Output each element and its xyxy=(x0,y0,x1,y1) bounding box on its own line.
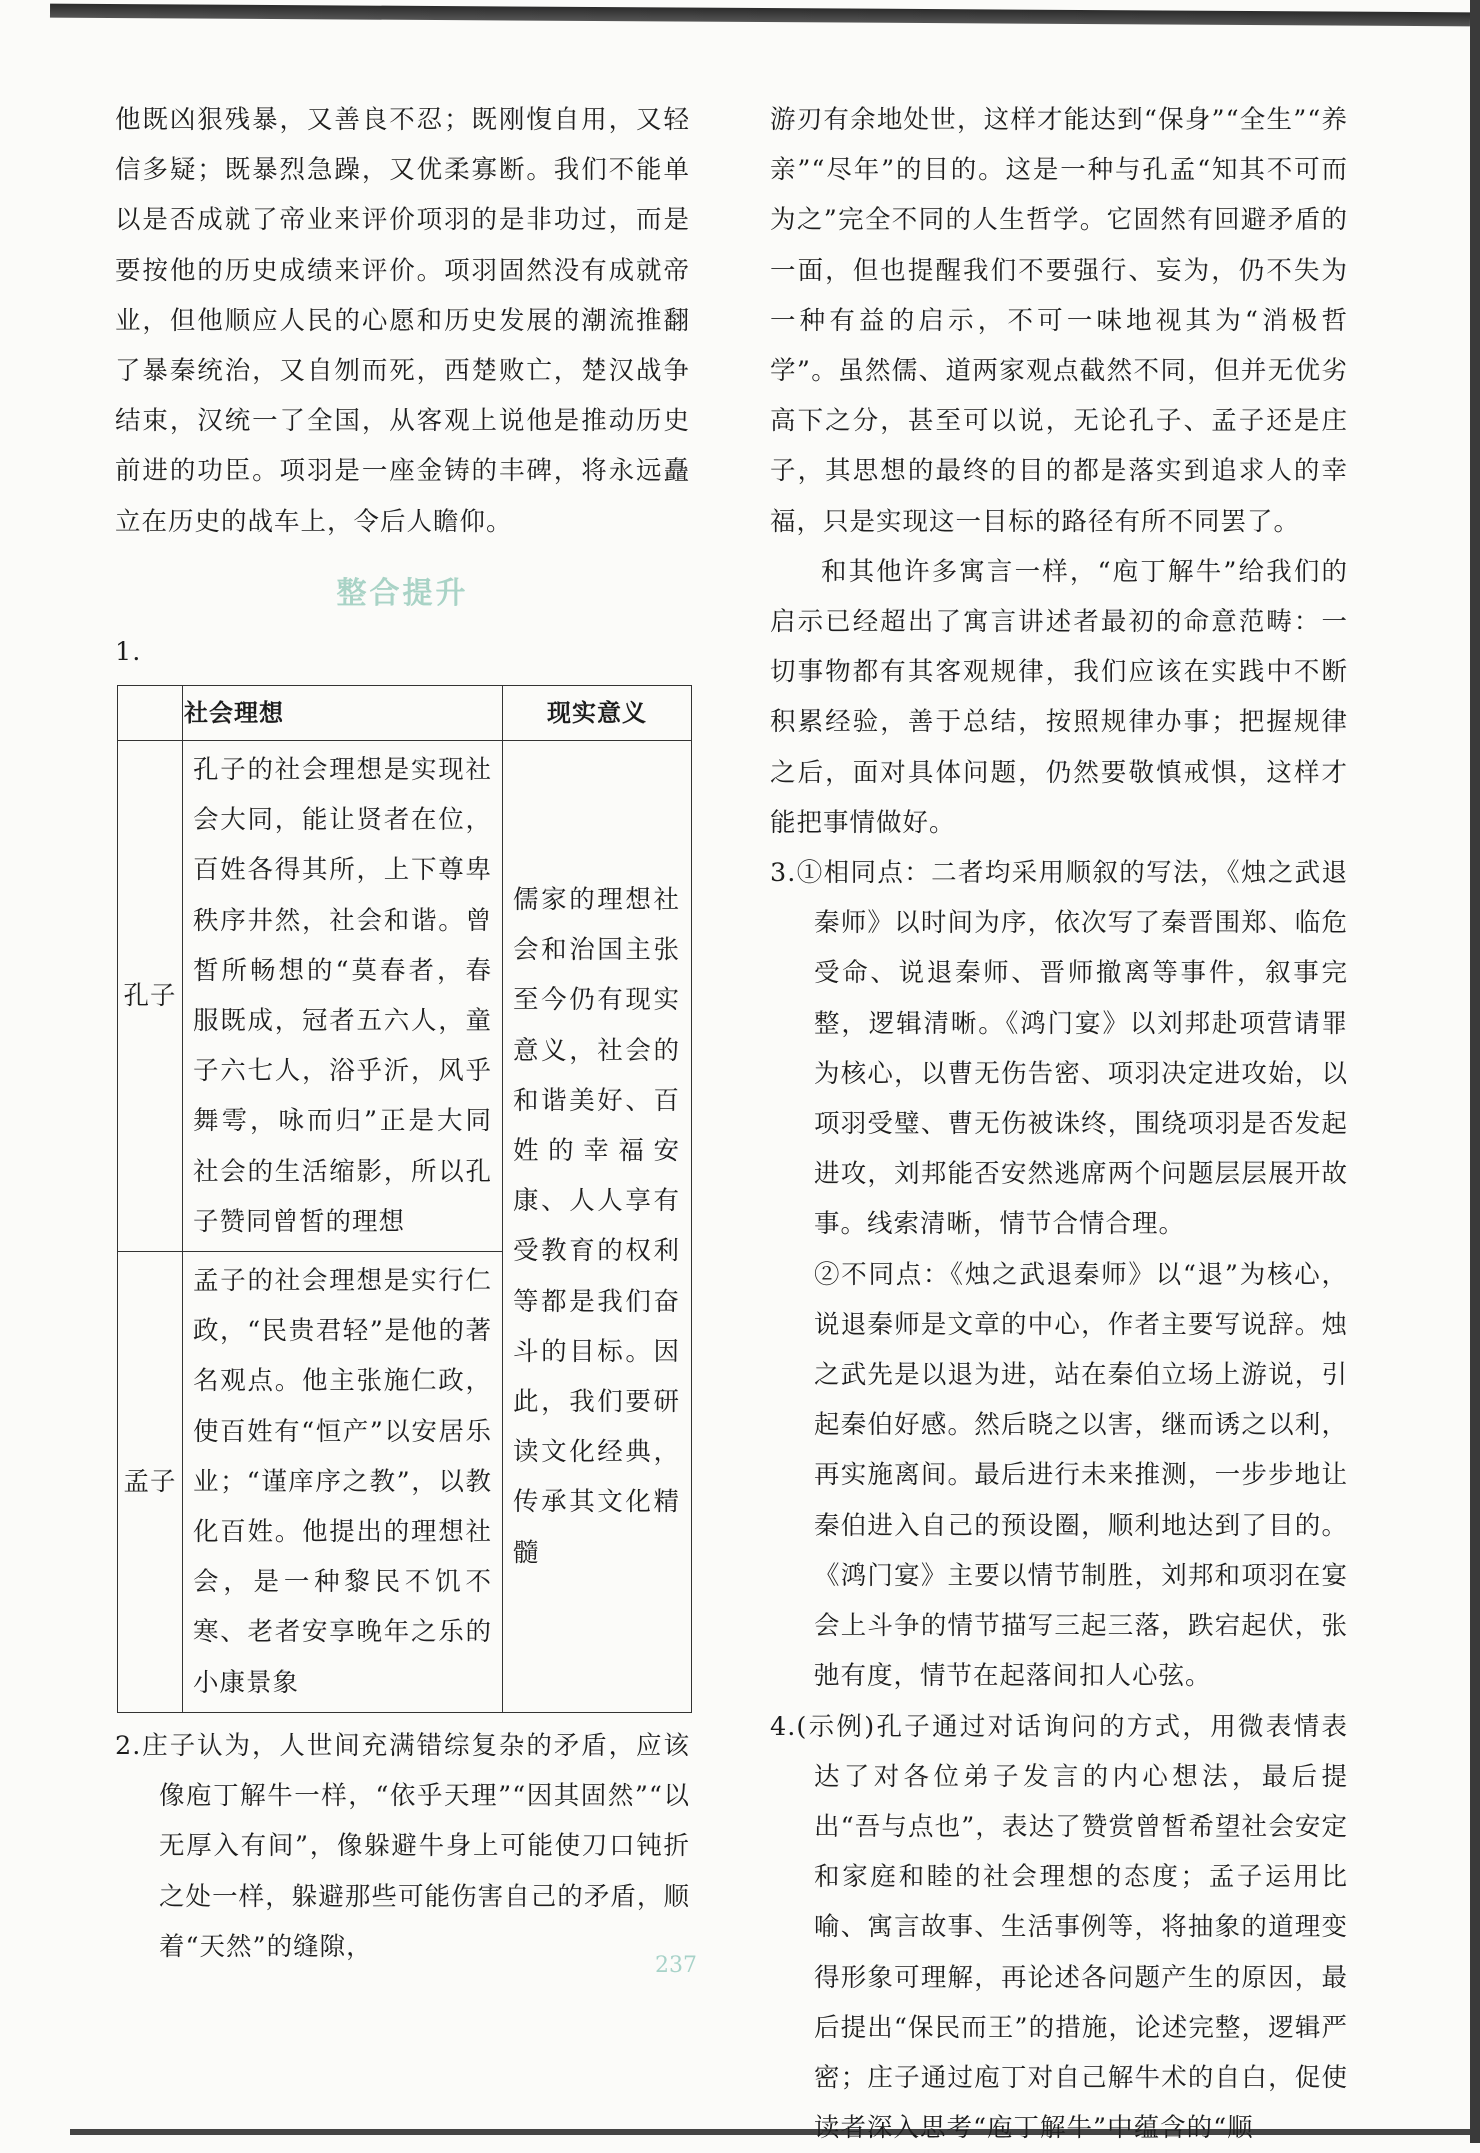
table-cell-significance: 儒家的理想社会和治国主张至今仍有现实意义，社会的和谐美好、百姓的幸福安康、人人享有受教育的权利等都是我们奋斗的目标。因此，我们要研读文化经典，传承其文化精髓 xyxy=(503,741,692,1713)
table-header-ideal: 社会理想 xyxy=(183,686,503,741)
table-cell-name: 孔子 xyxy=(118,741,183,1252)
scan-edge-right xyxy=(1470,0,1480,2143)
right-column xyxy=(770,95,1348,2153)
question-2-paragraph-2: 和其他许多寓言一样，“庖丁解牛”给我们的启示已经超出了寓言讲述者最初的命意范畴：一切事物都有其客观规律，我们应该在实践中不断积累经验，善于总结，按照规律办事；把握规律之后，面对具体问题，仍然要敬慎戒惧，这样才能把事情做好。 xyxy=(770,547,1348,848)
question-3-difference: ②不同点：《烛之武退秦师》以“退”为核心，说退秦师是文章的中心，作者主要写说辞。烛之武先是以退为进，站在秦伯立场上游说，引起秦伯好感。然后晓之以害，继而诱之以利，再实施离间。最后进行未来推测，一步步地让秦伯进入自己的预设圈，顺利地达到了目的。《鸿门宴》主要以情节制胜，刘邦和项羽在宴会上斗争的情节描写三起三落，跌宕起伏，张弛有度，情节在起落间扣人心弦。 xyxy=(770,1250,1348,1702)
table-row-confucius xyxy=(118,741,692,1252)
ideals-table xyxy=(117,685,692,1713)
left-column xyxy=(115,95,690,1972)
scan-edge-top xyxy=(50,4,1470,27)
question-4-answer: 4.(示例)孔子通过对话询问的方式，用微表情表达了对各位弟子发言的内心想法，最后提出“吾与点也”，表达了赞赏曾皙希望社会安定和家庭和睦的社会理想的态度；孟子运用比喻、寓言故事、生活事例等，将抽象的道理变得形象可理解，再论述各问题产生的原因，最后提出“保民而王”的措施，论述完整，逻辑严密；庄子通过庖丁对自己解牛术的自白，促使读者深入思考“庖丁解牛”中蕴含的“顺 xyxy=(770,1702,1348,2153)
table-cell-ideal: 孟子的社会理想是实行仁政，“民贵君轻”是他的著名观点。他主张施仁政，使百姓有“恒产”以安居乐业；“谨庠序之教”，以教化百姓。他提出的理想社会，是一种黎民不饥不寒、老者安享晚年之乐的小康景象 xyxy=(183,1252,503,1713)
table-header-significance: 现实意义 xyxy=(503,686,692,741)
question-3-similarity: 3.①相同点：二者均采用顺叙的写法，《烛之武退秦师》以时间为序，依次写了秦晋围郑、临危受命、说退秦师、晋师撤离等事件，叙事完整，逻辑清晰。《鸿门宴》以刘邦赴项营请罪为核心，以曹无伤告密、项羽决定进攻始，以项羽受璧、曹无伤被诛终，围绕项羽是否发起进攻，刘邦能否安然逃席两个问题层层展开故事。线索清晰，情节合情合理。 xyxy=(770,848,1348,1250)
question-1-number: 1. xyxy=(115,627,690,677)
question-2-continuation: 游刃有余地处世，这样才能达到“保身”“全生”“养亲”“尽年”的目的。这是一种与孔孟“知其不可而为之”完全不同的人生哲学。它固然有回避矛盾的一面，但也提醒我们不要强行、妄为，仍不失为一种有益的启示，不可一味地视其为“消极哲学”。虽然儒、道两家观点截然不同，但并无优劣高下之分，甚至可以说，无论孔子、孟子还是庄子，其思想的最终的目的都是落实到追求人的幸福，只是实现这一目标的路径有所不同罢了。 xyxy=(770,95,1348,547)
page-number: 237 xyxy=(655,1953,697,1978)
table-cell-ideal: 孔子的社会理想是实现社会大同，能让贤者在位，百姓各得其所，上下尊卑秩序井然，社会和谐。曾皙所畅想的“莫春者，春服既成，冠者五六人，童子六七人，浴乎沂，风乎舞雩，咏而归”正是大同社会的生活缩影，所以孔子赞同曾皙的理想 xyxy=(183,741,503,1252)
question-2-answer: 2.庄子认为，人世间充满错综复杂的矛盾，应该像庖丁解牛一样，“依乎天理”“因其固然”“以无厚入有间”，像躲避牛身上可能使刀口钝折之处一样，躲避那些可能伤害自己的矛盾，顺着“天然”的缝隙， xyxy=(115,1721,690,1972)
section-title: 整合提升 xyxy=(115,569,690,619)
xiangyu-paragraph: 他既凶狠残暴，又善良不忍；既刚愎自用，又轻信多疑；既暴烈急躁，又优柔寡断。我们不能单以是否成就了帝业来评价项羽的是非功过，而是要按他的历史成绩来评价。项羽固然没有成就帝业，但他顺应人民的心愿和历史发展的潮流推翻了暴秦统治，又自刎而死，西楚败亡，楚汉战争结束，汉统一了全国，从客观上说他是推动历史前进的功臣。项羽是一座金铸的丰碑，将永远矗立在历史的战车上，令后人瞻仰。 xyxy=(115,95,690,547)
table-cell-name: 孟子 xyxy=(118,1252,183,1713)
table-header-blank xyxy=(118,686,183,741)
table-header-row xyxy=(118,686,692,741)
